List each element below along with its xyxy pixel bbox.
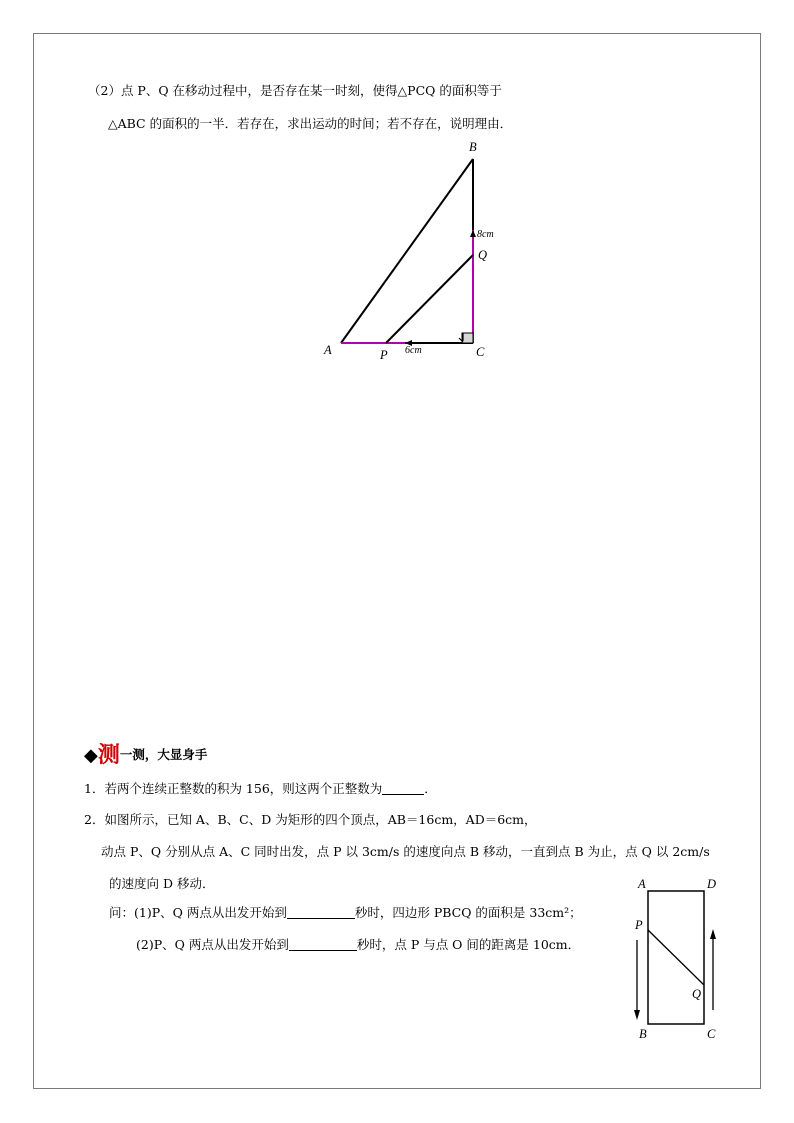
- label-d-2: D: [707, 877, 717, 891]
- length-bc: 8cm: [477, 229, 494, 240]
- problem2-line2: △ABC 的面积的一半．若存在，求出运动的时间；若不存在，说明理由．: [108, 116, 513, 131]
- arrow-up-icon-2: [710, 929, 716, 939]
- label-c: C: [476, 345, 485, 359]
- q1-end: ．: [424, 781, 437, 796]
- arrow-down-icon: [634, 1010, 640, 1020]
- label-p-2: P: [635, 918, 643, 932]
- q2-sub1-before: 问：(1)P、Q 两点从出发开始到: [109, 905, 287, 920]
- q1-text: 1．若两个连续正整数的积为 156，则这两个正整数为: [84, 781, 383, 796]
- q2-sub2-after: 秒时，点 P 与点 O 间的距离是 10cm．: [356, 937, 581, 952]
- diamond-icon: ◆: [84, 745, 98, 766]
- label-a-2: A: [638, 877, 646, 891]
- section-rest: 一测，大显身手: [119, 747, 208, 762]
- label-q-2: Q: [692, 987, 702, 1001]
- section-big-char: 测: [97, 742, 120, 768]
- label-p: P: [380, 348, 388, 362]
- label-q: Q: [478, 248, 488, 262]
- label-a: A: [324, 343, 332, 357]
- q2-line2: 动点 P、Q 分别从点 A、C 同时出发，点 P 以 3cm/s 的速度向点 B 移动，一直到点 B 为止，点 Q 以 2cm/s: [101, 844, 710, 859]
- problem2-line1: （2）点 P、Q 在移动过程中，是否存在某一时刻，使得△PCQ 的面积等于: [88, 83, 502, 98]
- q2-sub2-before: (2)P、Q 两点从出发开始到: [136, 937, 289, 952]
- label-b-2: B: [639, 1027, 647, 1041]
- label-c-2: C: [707, 1027, 716, 1041]
- q2-line3: 的速度向 D 移动．: [109, 876, 215, 891]
- segment-pq-2: [648, 930, 704, 985]
- q2-sub1-after: 秒时，四边形 PBCQ 的面积是 33cm²；: [354, 905, 582, 920]
- q2-line1: 2．如图所示，已知 A、B、C、D 为矩形的四个顶点，AB＝16cm，AD＝6cm，: [84, 812, 537, 827]
- label-b: B: [469, 140, 477, 154]
- length-ac: 6cm: [405, 345, 422, 356]
